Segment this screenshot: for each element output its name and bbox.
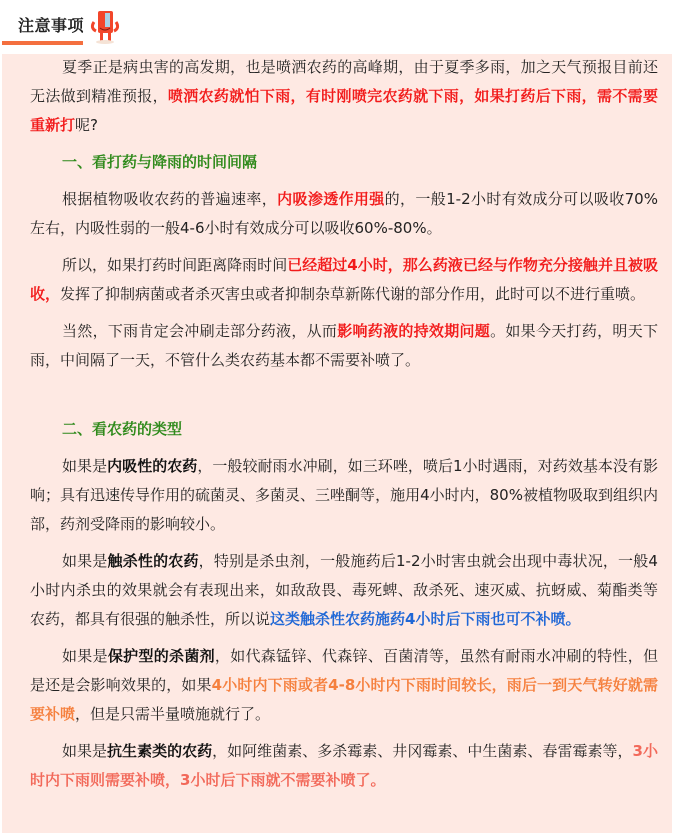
text: 所以，如果打药时间距离降雨时间: [62, 256, 288, 274]
text: 如果是: [62, 742, 108, 760]
text: 如果是: [62, 457, 108, 475]
paragraph: [30, 317, 658, 375]
spacer: [30, 383, 658, 411]
highlight-text: 喷洒农药就怕下雨，有时刚喷完农药就下雨，如果打药后下雨，需不需要重新打: [30, 87, 658, 134]
paragraph: [30, 251, 658, 309]
section-heading-1: 一、看打药与降雨的时间间隔: [62, 153, 258, 171]
text: 如果是: [62, 647, 108, 665]
bold-text: 内吸性的农药: [107, 457, 198, 475]
text: ，一般较耐雨水冲刷，如三环唑，喷后1小时遇雨，对药效基本没有影响；具有迅速传导作用的硫菌灵、多菌灵、三唑酮等，施用4小时内，80%被植物吸取到组织内部，药剂受降雨的影响较小。: [30, 457, 658, 533]
highlight-text: 已经超过4小时，那么药液已经与作物充分接触并且被吸收，: [30, 256, 658, 303]
bold-text: 保护型的杀菌剂: [107, 647, 215, 665]
text: 。如果今天打药，明天下雨，中间隔了一天，不管什么类农药基本都不需要补喷了。: [30, 322, 658, 369]
highlight-text: 内吸渗透作用强: [277, 190, 385, 208]
page-title: 注意事项: [18, 16, 85, 35]
highlight-text: 3小时内下雨则需要补喷，3小时后下雨就不需要补喷了。: [30, 742, 658, 789]
highlight-text: 4小时内下雨或者4-8小时内下雨时间较长，雨后一到天气转好就需要补喷: [30, 676, 658, 723]
paragraph: [30, 452, 658, 539]
highlight-text: 这类触杀性农药施药4小时后下雨也可不补喷。: [270, 610, 581, 628]
text: 的，一般1-2小时有效成分可以吸收70%左右，内吸性弱的一般4-6小时有效成分可以吸收60%-80%。: [30, 190, 658, 237]
title-underline: [2, 41, 83, 45]
paragraph: [30, 642, 658, 729]
bold-text: 抗生素类的农药: [107, 742, 213, 760]
text: ，如阿维菌素、多杀霉素、井冈霉素、中生菌素、春雷霉素等，: [212, 742, 633, 760]
paragraph: [30, 547, 658, 634]
text: 呢?: [75, 116, 98, 134]
section-heading-2: 二、看农药的类型: [62, 420, 183, 438]
text: 当然，下雨肯定会冲刷走部分药液，从而: [62, 322, 338, 340]
article-body: [30, 53, 658, 803]
text: 发挥了抑制病菌或者杀灭害虫或者抑制杂草新陈代谢的部分作用，此时可以不进行重喷。: [60, 285, 646, 303]
text: ，如代森锰锌、代森锌、百菌清等，虽然有耐雨水冲刷的特性，但是还是会影响效果的，如果: [30, 647, 658, 694]
mascot-icon: [89, 8, 121, 46]
highlight-text: 影响药液的持效期问题: [337, 322, 491, 340]
text: 夏季正是病虫害的高发期，也是喷洒农药的高峰期，由于夏季多雨，加之天气预报目前还无法做到精准预报，: [30, 58, 658, 105]
paragraph: [30, 737, 658, 795]
text: 根据植物吸收农药的普遍速率，: [62, 190, 278, 208]
intro-paragraph: [30, 53, 658, 140]
text: 如果是: [62, 552, 108, 570]
text: ，特别是杀虫剂，一般施药后1-2小时害虫就会出现中毒状况，一般4小时内杀虫的效果就会有表现出来，如敌敌畏、毒死蜱、敌杀死、速灭威、抗蚜威、菊酯类等农药，都具有很强的触杀性，所以说: [30, 552, 658, 628]
paragraph: [30, 185, 658, 243]
bold-text: 触杀性的农药: [107, 552, 199, 570]
text: ，但是只需半量喷施就行了。: [75, 705, 271, 723]
section-header: [0, 0, 677, 54]
